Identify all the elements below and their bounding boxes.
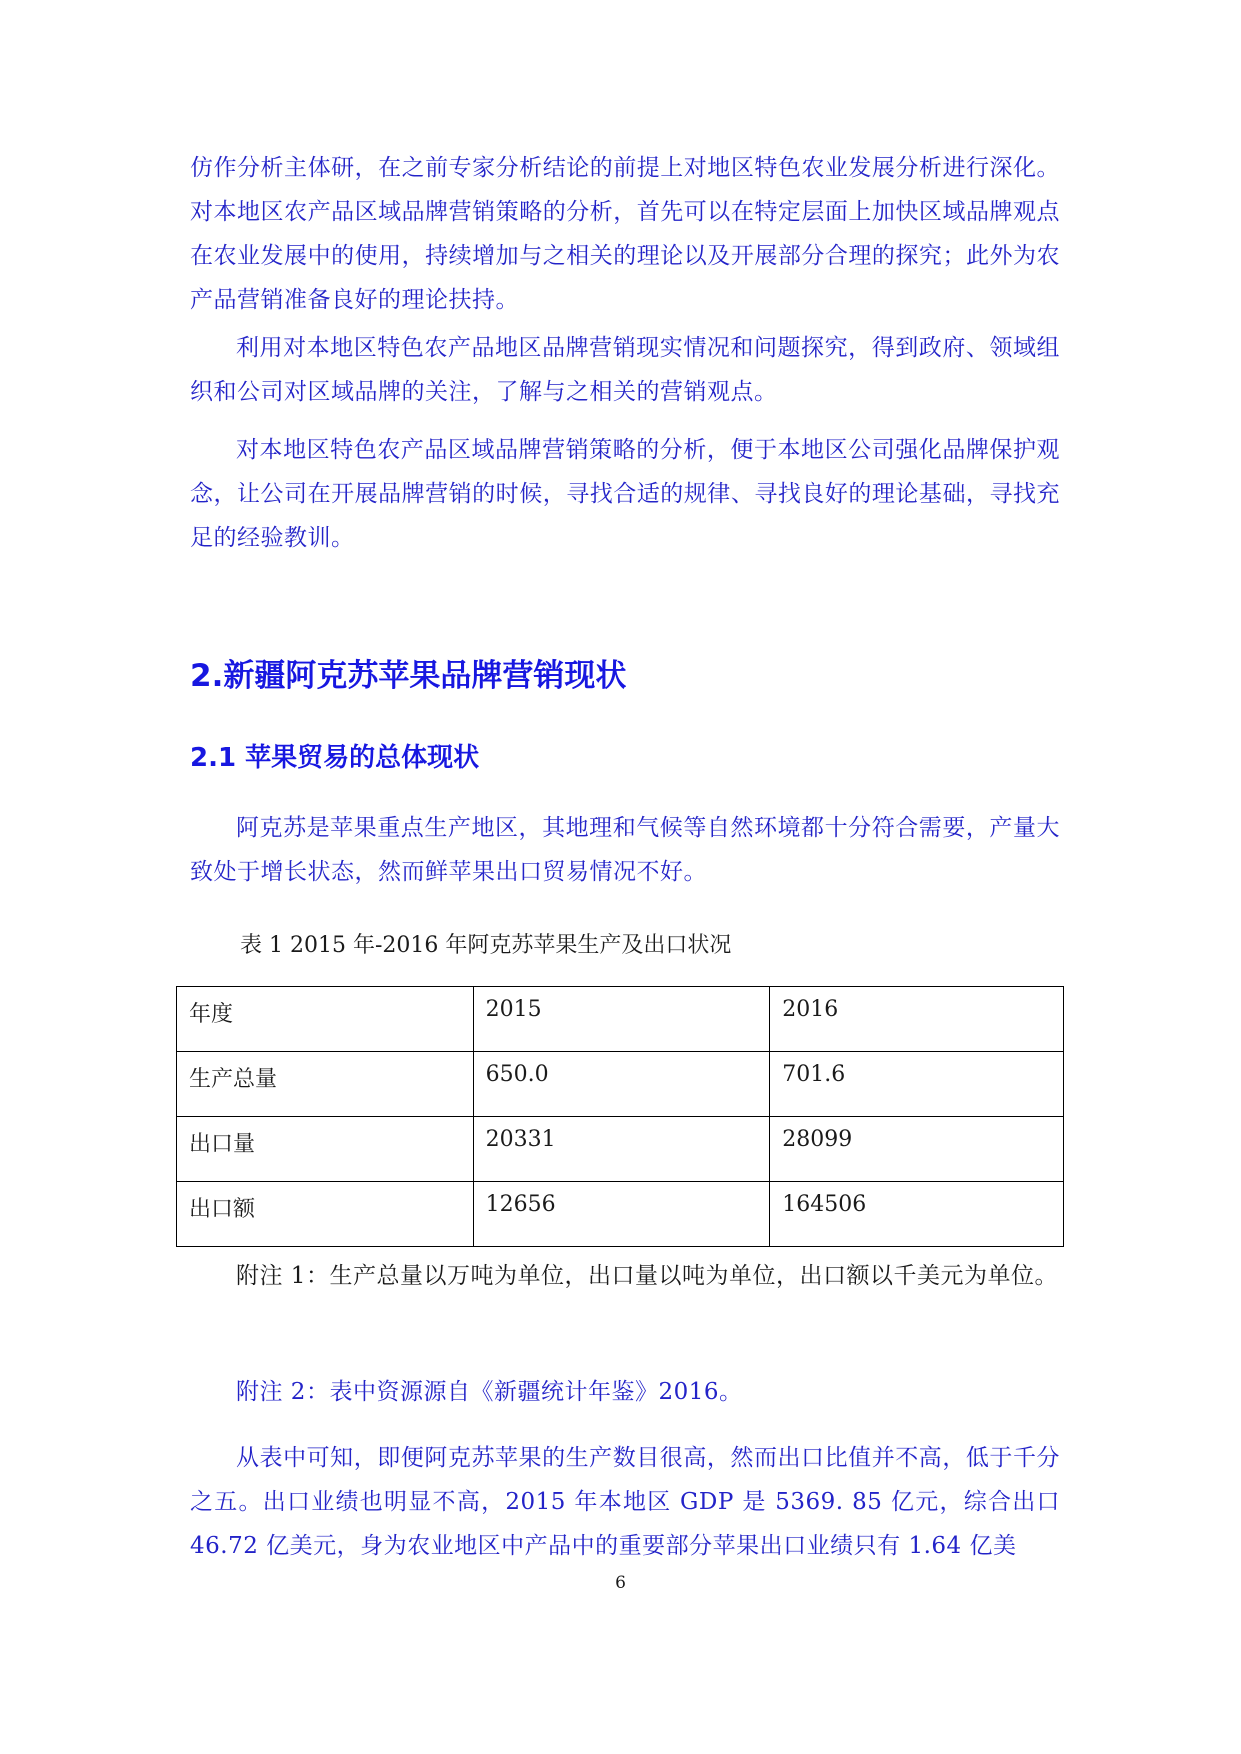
table-row (177, 1117, 1064, 1182)
table-caption: 表 1 2015 年-2016 年阿克苏苹果生产及出口状况 (240, 933, 732, 958)
table-cell: 生产总量 (177, 1052, 474, 1117)
section-heading-2: 2.新疆阿克苏苹果品牌营销现状 (190, 658, 627, 694)
table-note-source: 附注 2：表中资源源自《新疆统计年鉴》2016。 (236, 1379, 743, 1405)
paragraph-brand-protection: 对本地区特色农产品区域品牌营销策略的分析，便于本地区公司强化品牌保护观念，让公司在开展品牌营销的时候，寻找合适的规律、寻找良好的理论基础，寻找充足的经验教训。 (190, 437, 1060, 551)
table-cell: 2016 (770, 987, 1064, 1052)
paragraph-aksu-overview: 阿克苏是苹果重点生产地区，其地理和气候等自然环境都十分符合需要，产量大致处于增长状态，然而鲜苹果出口贸易情况不好。 (190, 815, 1060, 885)
table-cell: 701.6 (770, 1052, 1064, 1117)
page-number: 6 (615, 1573, 626, 1593)
table-cell: 164506 (770, 1182, 1064, 1247)
table-note-units: 附注 1：生产总量以万吨为单位，出口量以吨为单位，出口额以千美元为单位。 (236, 1263, 1058, 1289)
table-row (177, 1052, 1064, 1117)
paragraph-export-analysis: 从表中可知，即便阿克苏苹果的生产数目很高，然而出口比值并不高，低于千分之五。出口业绩也明显不高，2015 年本地区 GDP 是 5369. 85 亿元，综合出口 46.72 亿美元，身为农业地区中产品中的重要部分苹果出口业绩只有 1.64 亿美 (190, 1445, 1060, 1559)
table-cell: 20331 (473, 1117, 770, 1182)
table-row (177, 987, 1064, 1052)
table-cell: 年度 (177, 987, 474, 1052)
section-heading-2-1: 2.1 苹果贸易的总体现状 (190, 743, 480, 773)
table-cell: 出口量 (177, 1117, 474, 1182)
table-cell: 2015 (473, 987, 770, 1052)
table-cell: 12656 (473, 1182, 770, 1247)
table-cell: 出口额 (177, 1182, 474, 1247)
paragraph-research-significance: 仿作分析主体研，在之前专家分析结论的前提上对地区特色农业发展分析进行深化。对本地区农产品区域品牌营销策略的分析，首先可以在特定层面上加快区域品牌观点在农业发展中的使用，持续增加与之相关的理论以及开展部分合理的探究；此外为农产品营销准备良好的理论扶持。 (190, 155, 1060, 313)
paragraph-regional-brand-attention: 利用对本地区特色农产品地区品牌营销现实情况和问题探究，得到政府、领域组织和公司对区域品牌的关注，了解与之相关的营销观点。 (190, 335, 1060, 405)
table-row (177, 1182, 1064, 1247)
table-cell: 650.0 (473, 1052, 770, 1117)
production-export-table (176, 986, 1064, 1247)
table-cell: 28099 (770, 1117, 1064, 1182)
